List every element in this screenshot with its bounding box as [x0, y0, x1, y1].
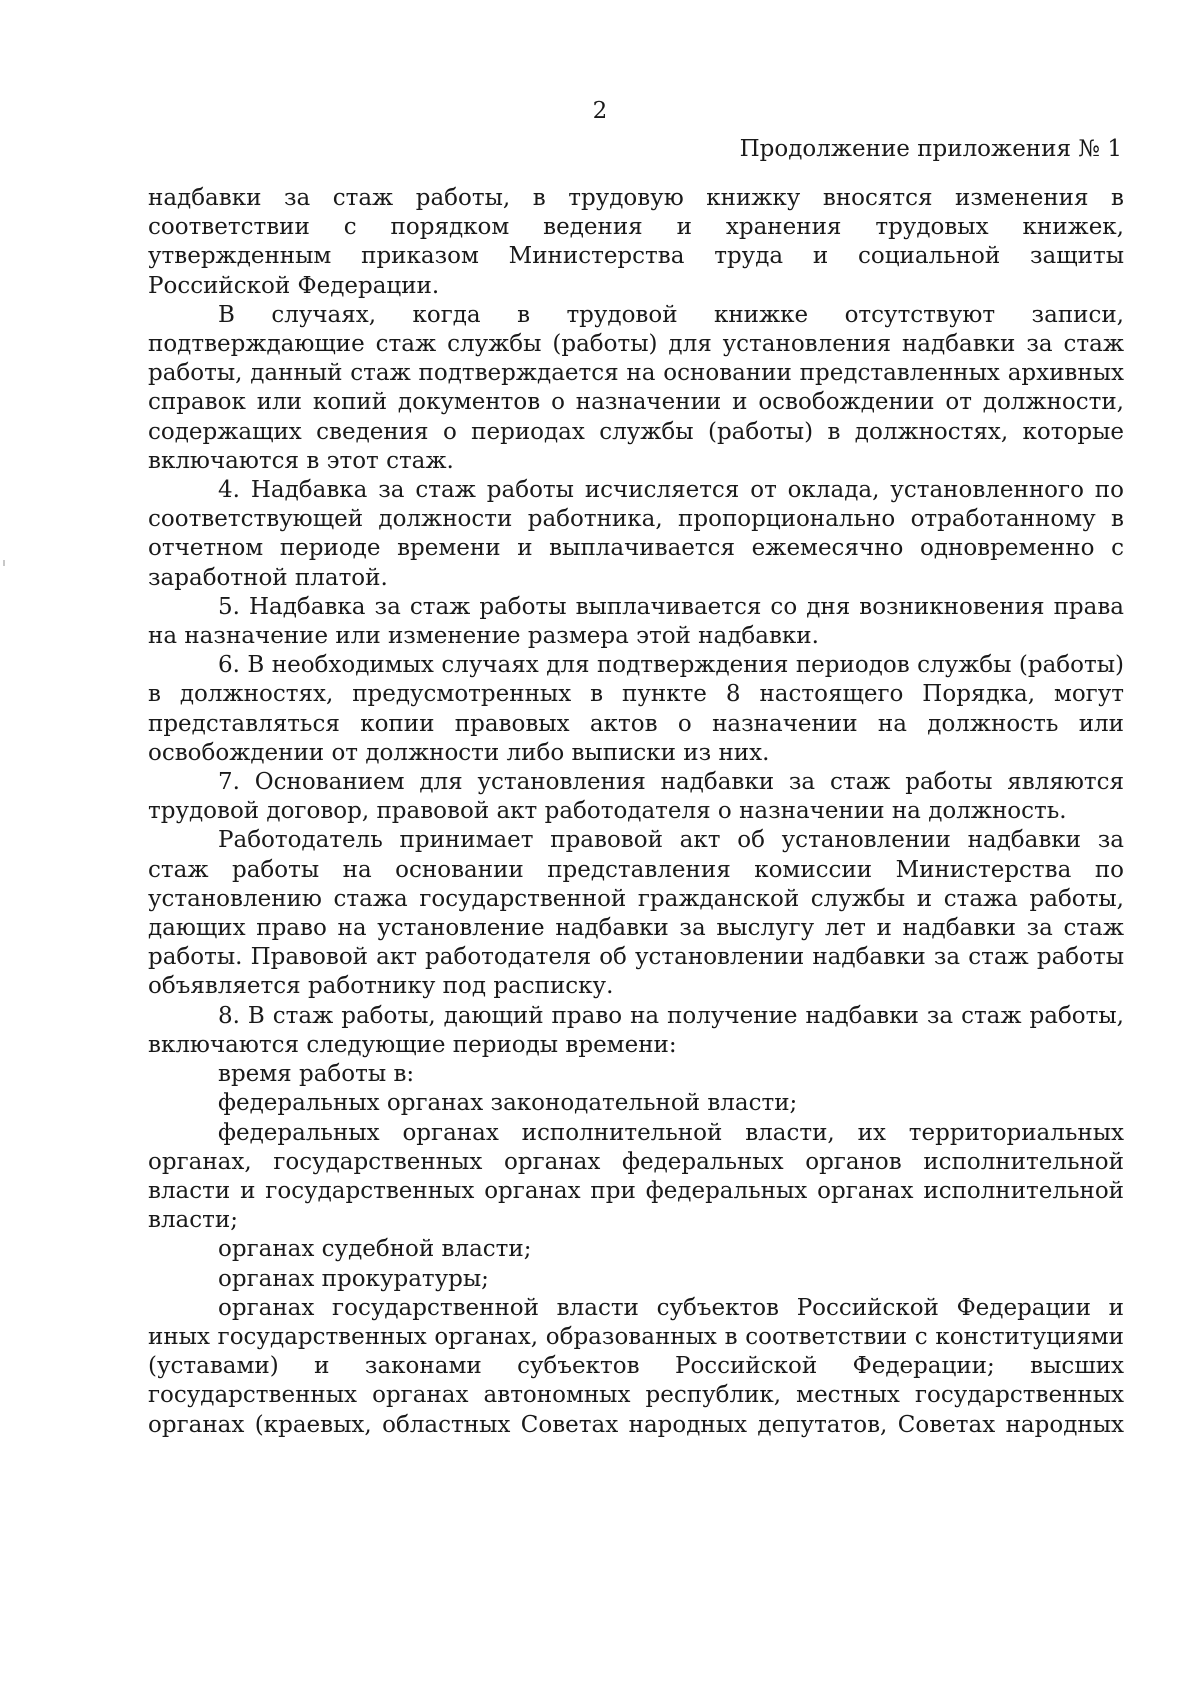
paragraph-employer-act: Работодатель принимает правовой акт об установлении надбавки за стаж работы на основании представления комиссии Министерства по установлению стажа государственной гражданской службы и стажа работы, дающих право на установление надбавки за выслугу лет и надбавки за стаж работы. Правовой акт работодателя об установлении надбавки за стаж работы объявляется работнику под расписку.	[148, 827, 1124, 1000]
document-body	[148, 184, 1124, 1440]
paragraph-item-7: 7. Основанием для установления надбавки за стаж работы являются трудовой договор, правовой акт работодателя о назначении на должность.	[148, 769, 1124, 825]
paragraph-item-8: 8. В стаж работы, дающий право на получение надбавки за стаж работы, включаются следующие периоды времени:	[148, 1002, 1124, 1058]
list-item-federal-legislative: федеральных органах законодательной власти;	[218, 1090, 798, 1117]
list-item-prosecution: органах прокуратуры;	[218, 1265, 489, 1292]
list-item-judicial: органах судебной власти;	[218, 1236, 532, 1263]
scan-artifact	[3, 560, 5, 566]
appendix-continuation-header: Продолжение приложения № 1	[739, 136, 1122, 162]
paragraph-seniority-bonus-workbook: надбавки за стаж работы, в трудовую книжку вносятся изменения в соответствии с порядком ведения и хранения трудовых книжек, утвержденным приказом Министерства труда и социальной защиты Российской Федерации.	[148, 185, 1124, 299]
list-item-regional-authorities: органах государственной власти субъектов Российской Федерации и иных государственных органах, образованных в соответствии с конституциями (уставами) и законами субъектов Российской Федерации; высших государственных органах автономных республик, местных государственных органах (краевых, областных Советах народных депутатов, Советах народных	[148, 1294, 1124, 1438]
page-number: 2	[592, 98, 608, 124]
paragraph-item-4: 4. Надбавка за стаж работы исчисляется от оклада, установленного по соответствующей должности работника, пропорционально отработанному в отчетном периоде времени и выплачивается ежемесячно одновременно с заработной платой.	[148, 477, 1124, 591]
list-item-federal-executive: федеральных органах исполнительной власти, их территориальных органах, государственных органах федеральных органов исполнительной власти и государственных органах при федеральных органах исполнительной власти;	[148, 1119, 1124, 1234]
paragraph-item-6: 6. В необходимых случаях для подтверждения периодов службы (работы) в должностях, предусмотренных в пункте 8 настоящего Порядка, могут представляться копии правовых актов о назначении на должность или освобождении от должности либо выписки из них.	[148, 652, 1124, 766]
list-item-work-time: время работы в:	[218, 1061, 415, 1088]
paragraph-item-5: 5. Надбавка за стаж работы выплачивается со дня возникновения права на назначение или изменение размера этой надбавки.	[148, 593, 1124, 650]
paragraph-missing-records: В случаях, когда в трудовой книжке отсутствуют записи, подтверждающие стаж службы (работы) для установления надбавки за стаж работы, данный стаж подтверждается на основании представленных архивных справок или копий документов о назначении и освобождении от должности, содержащих сведения о периодах службы (работы) в должностях, которые включаются в этот стаж.	[148, 301, 1124, 474]
